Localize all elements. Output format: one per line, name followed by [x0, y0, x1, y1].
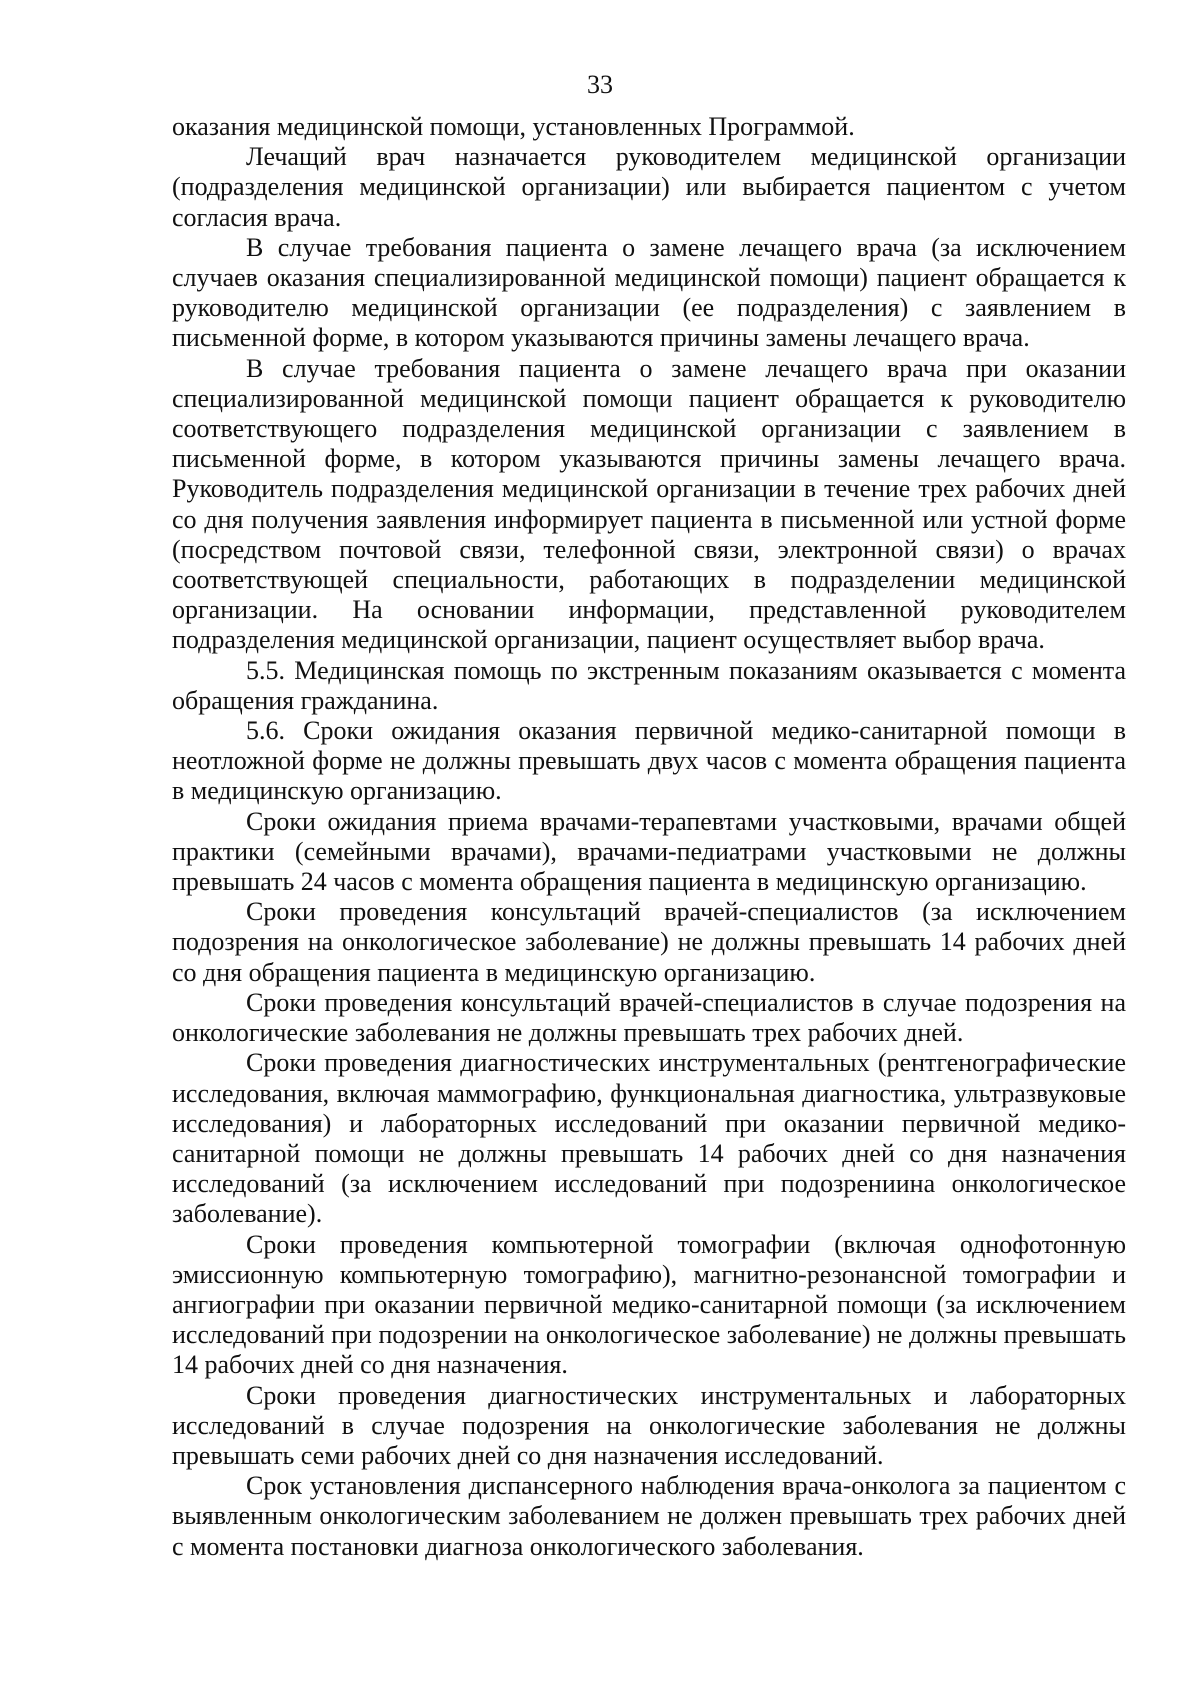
paragraph-oncology-consultation: Сроки проведения консультаций врачей-специалистов в случае подозрения на онкологические заболевания не должны превышать трех рабочих дней.	[172, 987, 1126, 1048]
paragraph-diagnostic-tests: Сроки проведения диагностических инструментальных (рентгенографические исследования, включая маммографию, функциональная диагностика, ультразвуковые исследования) и лабораторных исследований при оказании первичной медико-санитарной помощи не должны превышать 14 рабочих дней со дня назначения исследований (за исключением исследований при подозрениина онкологическое заболевание).	[172, 1048, 1126, 1229]
page-number: 33	[587, 70, 613, 99]
paragraph-5-5: 5.5. Медицинская помощь по экстренным показаниям оказывается с момента обращения гражданина.	[172, 655, 1126, 715]
paragraph-specialized-replacement: В случае требования пациента о замене лечащего врача при оказании специализированной медицинской помощи пациент обращается к руководителю соответствующего подразделения медицинской организации с заявлением в письменной форме, в котором указываются причины замены лечащего врача. Руководитель подразделения медицинской организации в течение трех рабочих дней со дня получения заявления информирует пациента в письменной или устной форме (посредством почтовой связи, телефонной связи, электронной связи) о врачах соответствующей специальности, работающих в подразделении медицинской организации. На основании информации, представленной руководителем подразделения медицинской организации, пациент осуществляет выбор врача.	[172, 353, 1126, 655]
paragraph-replacement-request: В случае требования пациента о замене лечащего врача (за исключением случаев оказания специализированной медицинской помощи) пациент обращается к руководителю медицинской организации (ее подразделения) с заявлением в письменной форме, в котором указываются причины замены лечащего врача.	[172, 232, 1126, 353]
document-body	[172, 112, 1126, 1562]
paragraph-continuation: оказания медицинской помощи, установленных Программой.	[172, 112, 855, 141]
paragraph-oncology-diagnostics: Сроки проведения диагностических инструментальных и лабораторных исследований в случае подозрения на онкологические заболевания не должны превышать семи рабочих дней со дня назначения исследований.	[172, 1380, 1126, 1470]
paragraph-ct-mri: Сроки проведения компьютерной томографии (включая однофотонную эмиссионную компьютерную томографию), магнитно-резонансной томографии и ангиографии при оказании первичной медико-санитарной помощи (за исключением исследований при подозрении на онкологическое заболевание) не должны превышать 14 рабочих дней со дня назначения.	[172, 1229, 1126, 1380]
paragraph-oncologist-observation: Срок установления диспансерного наблюдения врача-онколога за пациентом с выявленным онкологическим заболеванием не должен превышать трех рабочих дней с момента постановки диагноза онкологического заболевания.	[172, 1471, 1126, 1561]
paragraph-attending-physician: Лечащий врач назначается руководителем медицинской организации (подразделения медицинской организации) или выбирается пациентом с учетом согласия врача.	[172, 142, 1126, 232]
paragraph-primary-care-wait: Сроки ожидания приема врачами-терапевтами участковыми, врачами общей практики (семейными врачами), врачами-педиатрами участковыми не должны превышать 24 часов с момента обращения пациента в медицинскую организацию.	[172, 806, 1126, 897]
paragraph-5-6: 5.6. Сроки ожидания оказания первичной медико-санитарной помощи в неотложной форме не должны превышать двух часов с момента обращения пациента в медицинскую организацию.	[172, 716, 1126, 806]
paragraph-specialist-consultation: Сроки проведения консультаций врачей-специалистов (за исключением подозрения на онкологическое заболевание) не должны превышать 14 рабочих дней со дня обращения пациента в медицинскую организацию.	[172, 897, 1126, 987]
